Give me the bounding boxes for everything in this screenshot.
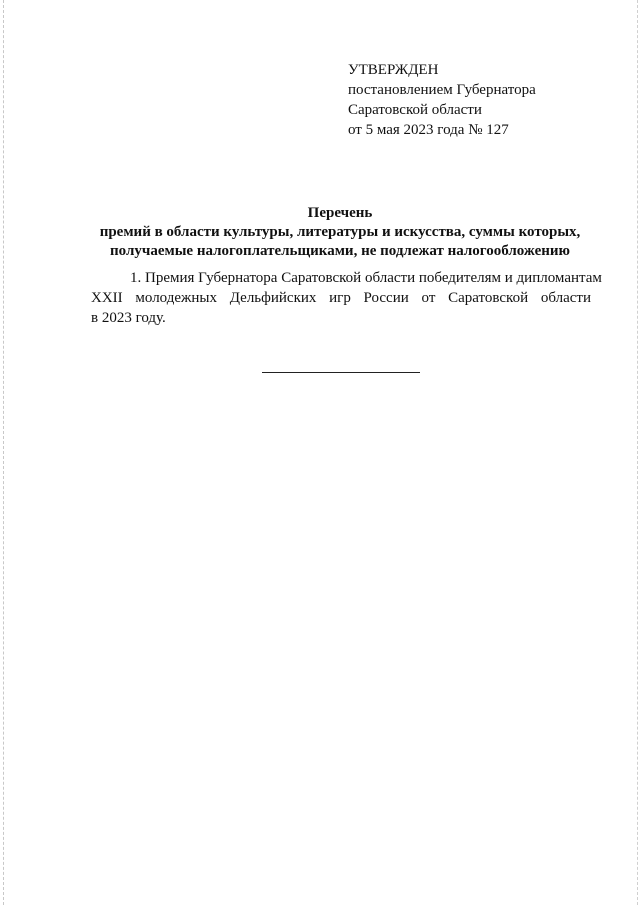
document-heading: [90, 204, 590, 261]
approval-authority: постановлением Губернатора: [348, 82, 536, 98]
list-item-line-1: 1. Премия Губернатора Саратовской области победителям и дипломантам: [130, 270, 602, 286]
approval-region: Саратовской области: [348, 102, 482, 118]
scan-edge-left: [3, 0, 4, 905]
heading-title: Перечень: [307, 205, 373, 221]
heading-subtitle-line-1: премий в области культуры, литературы и искусства, суммы которых,: [99, 224, 581, 240]
approval-date-number: от 5 мая 2023 года № 127: [348, 122, 509, 138]
list-item-line-2: XXII молодежных Дельфийских игр России от Саратовской области: [91, 290, 591, 306]
list-item: [91, 268, 602, 328]
heading-subtitle-line-2: получаемые налогоплательщиками, не подлежат налогообложению: [110, 243, 570, 259]
approval-title: УТВЕРЖДЕН: [348, 62, 439, 78]
approval-stamp-block: [348, 60, 536, 140]
closing-separator-line: [262, 372, 420, 373]
scan-edge-right: [637, 0, 638, 905]
list-item-line-3: в 2023 году.: [91, 310, 166, 326]
